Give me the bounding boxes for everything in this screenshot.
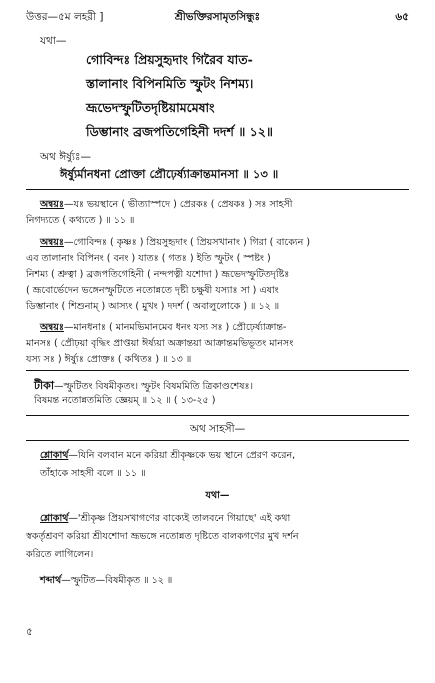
shabdartha-line: শব্দার্থ—স্ফুটিত—বিষমীকৃত ॥ ১২ ॥: [40, 575, 173, 586]
section-rule: [26, 189, 409, 190]
shlokartha-1-line-1: শ্লোকার্থ—যিনি বলবান মনে করিয়া শ্রীকৃষ্ণকে ভয় স্থানে প্রেরণ করেন,: [40, 450, 296, 461]
irshyu-verse: ঈর্ষ্যুর্মানধনা প্রোক্তা প্রৌঢ়ের্ষ্যাক্রান্তমানসা ॥ ১৩ ॥: [60, 167, 279, 181]
running-header: [26, 10, 409, 30]
anvaya-1-line-2: নিগদ্যতে ( কথ্যতে ) ॥ ১১ ॥: [26, 215, 135, 226]
anvaya-2-line-4: ( ভ্রূবোর্ভেদেন ভঙ্গেনস্ফুটিতে নতোন্নতে দৃষ্টী চক্ষুষী যস্যাঃ সা ) এষাং: [26, 285, 279, 296]
verse-line-1: গোবিন্দঃ প্রিয়সুহৃদাং গিরৈব যাত-: [86, 52, 253, 67]
anvaya-2-line-1: অন্বয়ঃ—গোবিন্দঃ ( কৃষ্ণঃ ) প্রিয়সুহৃদাং ( প্রিয়সখানাং ) গিরা ( বাক্যেন ): [40, 237, 311, 248]
shlokartha-2-line-2: স্বকর্তৃশ্রবণ করিয়া শ্রীযশোদা ভ্রূভঙ্গে নতোন্নত দৃষ্টিতে বালকগণের মুখ দর্শন: [26, 531, 299, 542]
header-title: শ্রীভক্তিরসামৃতসিন্ধুঃ: [174, 11, 261, 23]
tika-line-2: বিষমন্ত নতোন্নতমিতি জ্ঞেয়ম্ ॥ ১২ ॥ ( ১৩-২৫ ): [34, 395, 216, 406]
verse-line-3: ভ্রূভেদস্ফুটিতদৃষ্টিয়ামমেষাং: [86, 100, 215, 115]
shlokartha-2-line-1: শ্লোকার্থ—'শ্রীকৃষ্ণ প্রিয়সখাগণের বাক্যেই তালবনে গিয়াছে' এই কথা: [40, 513, 291, 524]
anvaya-1-line-1: অন্বয়ঃ—যঃ ভয়স্থানে ( ভীত্যাস্পদে ) প্রেরকঃ ( প্রেষকঃ ) সঃ সাহসী: [40, 199, 293, 210]
verse-line-2: স্তালানাং বিপিনমিতি স্ফুটং নিশম্য।: [86, 76, 254, 91]
yatha-2-label: যথা—: [205, 490, 230, 501]
footer-signature: ৫: [26, 626, 33, 638]
anvaya-3-line-1: অন্বয়ঃ—মানধনাঃ ( মানমভিমানমেব ধনং যস্য সঃ ) প্রৌঢ়ের্ষ্যাক্রান্ত-: [40, 322, 287, 333]
sahasi-title: অথ সাহসী—: [189, 423, 246, 435]
sahasi-rule: [26, 440, 409, 441]
yatha-label: যথা—: [40, 35, 67, 47]
anvaya-2-line-2: এব তালানাং বিপিনং ( বনং ) যাতঃ ( গতঃ ) ইতি স্ফুটং ( স্পষ্টং ): [26, 253, 271, 264]
verse-line-4: ডিম্ভানাং ব্রজপতিগেহিনী দদর্শ ॥ ১২॥: [86, 124, 273, 139]
shlokartha-1-line-2: তাঁহাকে সাহসী বলে ॥ ১১ ॥: [40, 468, 146, 479]
anvaya-2-line-3: নিশম্য ( শ্রুত্বা ) ব্রজপতিগেহিনী ( নন্দপত্নী যশোদা ) ভ্রূভেদস্ফুটিতদৃষ্টিঃ: [26, 269, 290, 280]
irshyu-label: অথ ঈর্ষ্যুঃ—: [40, 151, 92, 163]
shlokartha-2-line-3: করিতে লাগিলেন।: [26, 549, 94, 560]
page-number: ৬৫: [395, 11, 409, 23]
anvaya-2-line-5: ডিম্ভানাং ( শিশুনাম্ ) আস্যং ( মুখং ) দদর্শ ( অবালুলোকে ) ॥ ১২ ॥: [26, 301, 280, 312]
header-chapter: উত্তর—৫ম লহরী ]: [26, 11, 104, 23]
anvaya-3-line-3: যস্য সঃ ) ঈর্ষ্যুঃ প্রোক্তঃ ( কথিতঃ ) ॥ ১৩ ॥: [26, 354, 192, 365]
tika-line-1: টীকা—স্ফুটিতং বিষমীকৃতং। স্ফুটং বিষমমিতি ত্রিকাণ্ডশেষঃ।: [34, 379, 253, 392]
anvaya-3-line-2: মানসঃ ( প্রৌঢ়য়া বৃদ্ধিং প্রাপ্তয়া ঈর্ষ্যয়া অক্রান্তয়া আক্রান্তমভিভূতং মানসং: [26, 338, 294, 349]
